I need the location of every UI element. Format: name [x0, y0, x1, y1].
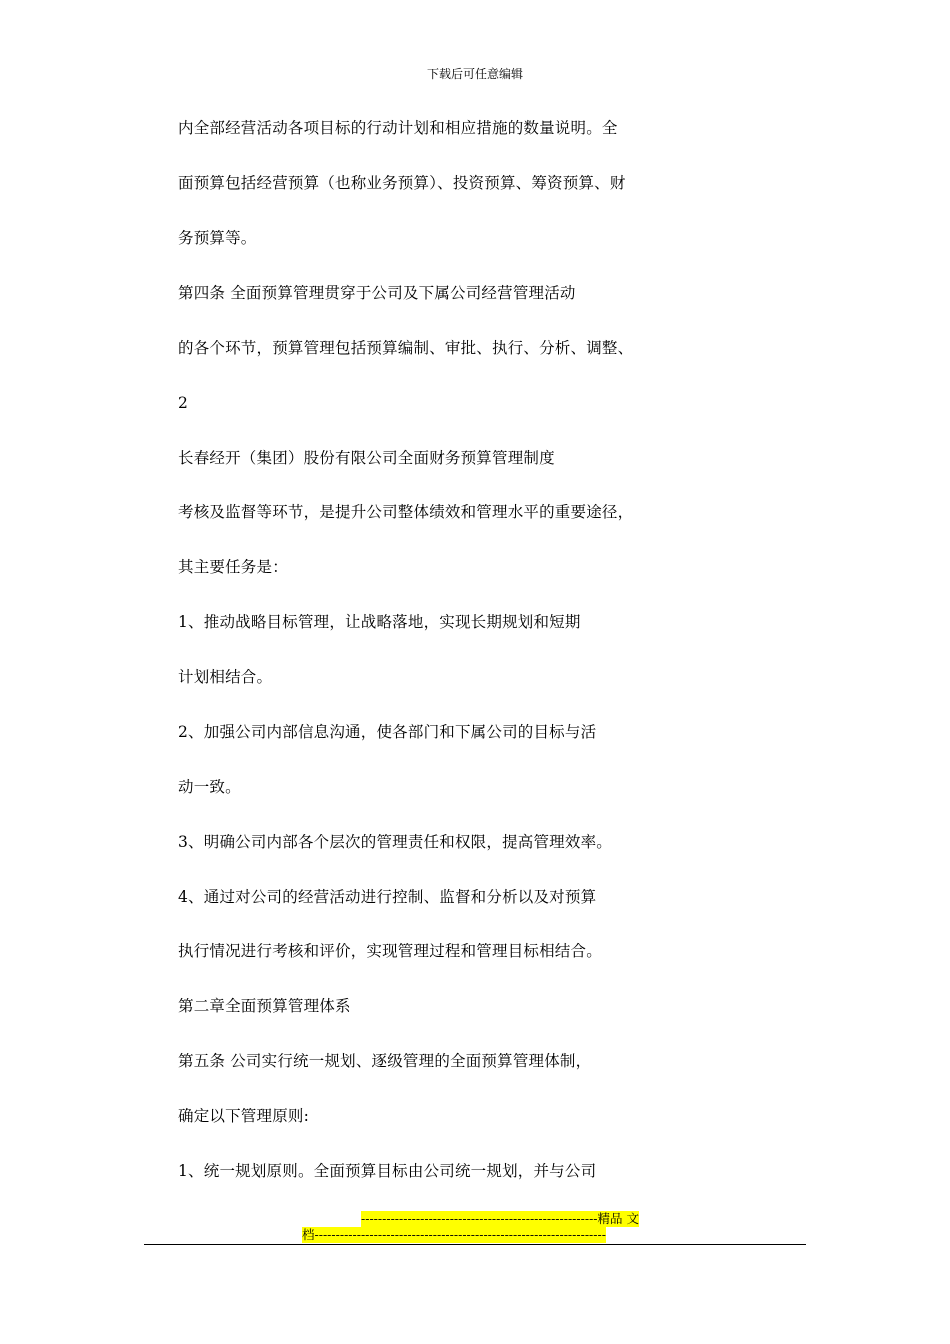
task-1-line-2: 计划相结合。 [178, 668, 273, 686]
body-line-2: 面预算包括经营预算（也称业务预算）、投资预算、筹资预算、财 [178, 174, 626, 192]
principle-1-line-1: 1、统一规划原则。全面预算目标由公司统一规划，并与公司 [178, 1162, 597, 1180]
article-4-line-2: 的各个环节，预算管理包括预算编制、审批、执行、分析、调整、 [178, 339, 634, 357]
article-5-line-1: 第五条 公司实行统一规划、逐级管理的全面预算管理体制， [178, 1052, 592, 1070]
footer-watermark-text-2: 档--------------------------------------------------------------------- [302, 1227, 606, 1242]
article-5-line-2: 确定以下管理原则: [178, 1107, 310, 1125]
chapter-2-heading: 第二章全面预算管理体系 [178, 997, 351, 1015]
body-line-1: 内全部经营活动各项目标的行动计划和相应措施的数量说明。全 [178, 119, 618, 137]
task-4-line-1: 4、通过对公司的经营活动进行控制、监督和分析以及对预算 [178, 888, 597, 906]
task-2-line-1: 2、加强公司内部信息沟通，使各部门和下属公司的目标与活 [178, 723, 597, 741]
footer-watermark-text-1: --------------------------------------------------------精品 文 [361, 1211, 639, 1226]
task-2-line-2: 动一致。 [178, 778, 241, 796]
article-4-line-1: 第四条 全面预算管理贯穿于公司及下属公司经营管理活动 [178, 284, 576, 302]
footer-divider [144, 1244, 806, 1245]
page-number: 2 [178, 394, 189, 412]
task-4-line-2: 执行情况进行考核和评价，实现管理过程和管理目标相结合。 [178, 942, 602, 960]
page-header: 下载后可任意编辑 [426, 67, 523, 81]
document-title: 长春经开（集团）股份有限公司全面财务预算管理制度 [178, 449, 555, 467]
body-line-9: 其主要任务是： [178, 558, 288, 576]
body-line-3: 务预算等。 [178, 229, 257, 247]
task-1-line-1: 1、推动战略目标管理，让战略落地，实现长期规划和短期 [178, 613, 581, 631]
body-line-8: 考核及监督等环节，是提升公司整体绩效和管理水平的重要途径， [178, 503, 634, 521]
task-3-line-1: 3、明确公司内部各个层次的管理责任和权限，提高管理效率。 [178, 833, 612, 851]
